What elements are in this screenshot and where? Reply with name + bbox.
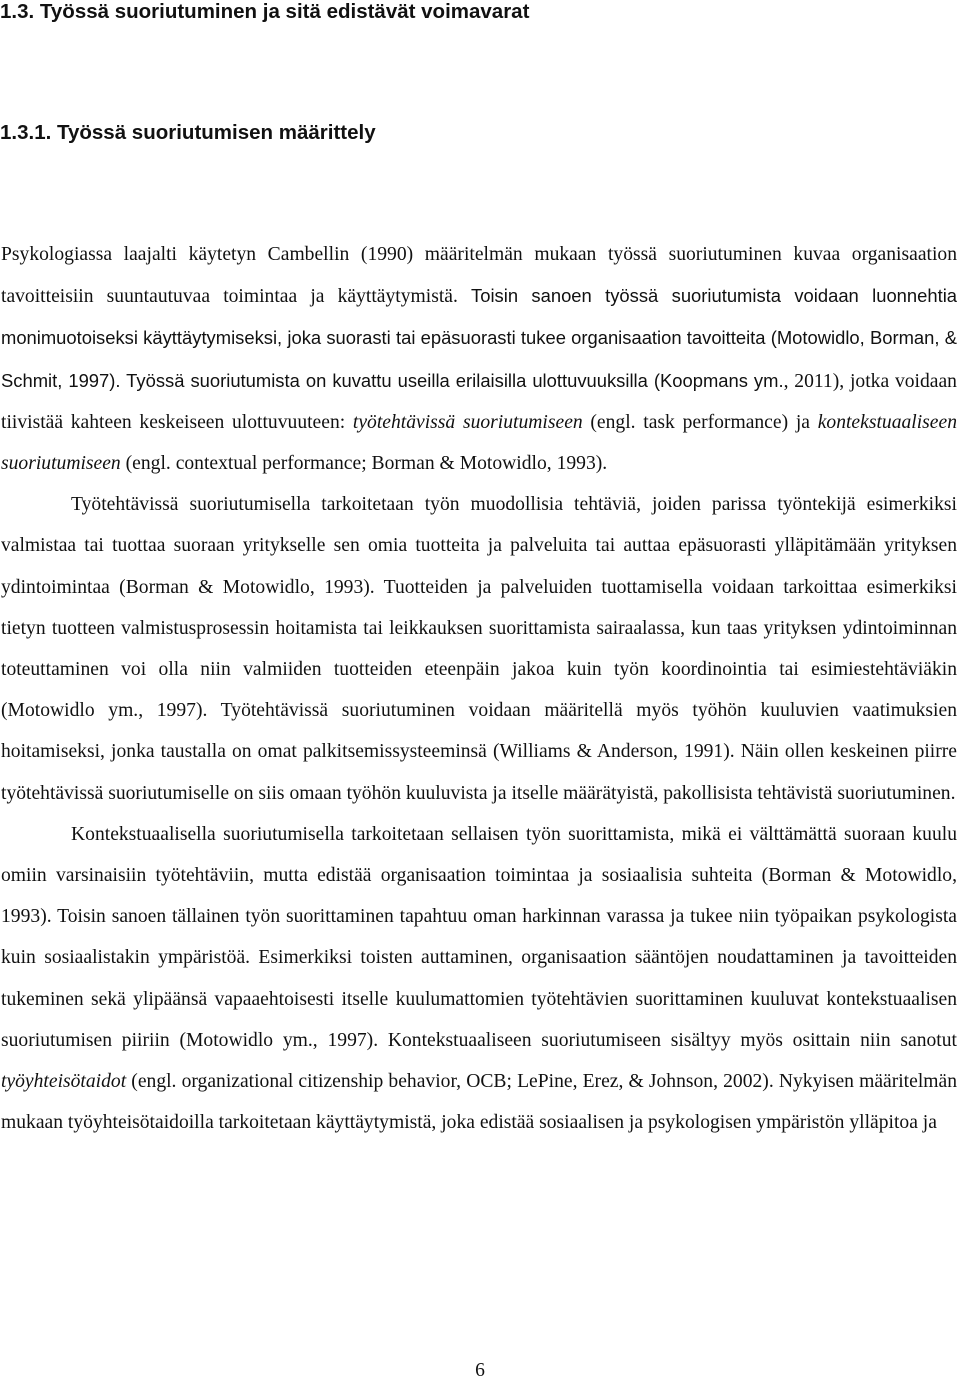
- italic-term: kontekstuaaliseen suoriutumiseen: [1, 411, 957, 475]
- italic-term: työtehtävissä suoriutumiseen: [352, 411, 583, 433]
- page-number: 6: [475, 1360, 485, 1381]
- paragraph-3: [1, 814, 957, 1144]
- section-heading: 1.3. Työssä suoriutuminen ja sitä edistävät voimavarat: [0, 0, 530, 23]
- text-run: (engl. contextual performance; Borman & Motowidlo, 1993).: [120, 453, 608, 475]
- paragraph-1: [1, 234, 957, 484]
- text-run: (engl. task performance) ja: [582, 411, 818, 433]
- text-run: (engl. organizational citizenship behavior, OCB; LePine, Erez, & Johnson, 2002). Nykyisen määritelmän mukaan työyhteisötaidoilla tarkoitetaan käyttäytymistä, joka edistää sosiaalisen ja psykologisen ympäristön ylläpitoa ja: [1, 1071, 957, 1134]
- italic-term: työyhteisötaidot: [1, 1071, 127, 1093]
- text-run: , 2011), jotka voidaan tiivistää kahteen keskeiseen ulottuvuuteen:: [1, 370, 957, 433]
- subsection-heading: 1.3.1. Työssä suoriutumisen määrittely: [0, 121, 376, 144]
- text-run: Kontekstuaalisella suoriutumisella tarkoitetaan sellaisen työn suorittamista, mikä ei välttämättä suoraan kuulu omiin varsinaisiin työtehtäviin, mutta edistää organisaation toimintaa ja sosiaalisia suhteita (Borman & Motowidlo, 1993). Toisin sanoen tällainen työn suorittaminen tapahtuu oman harkinnan varassa ja tukee niin työpaikan psykologista kuin sosiaalistakin ympäristöä. Esimerkiksi toisten auttaminen, organisaation sääntöjen noudattaminen ja tavoitteiden tukeminen sekä ylipäänsä vapaaehtoisesti itselle kuulumattomien työtehtävien suorittaminen kuuluvat kontekstuaalisen suoriutumisen piiriin (Motowidlo ym., 1997). Kontekstuaaliseen suoriutumiseen sisältyy myös osittain niin sanotut: [1, 823, 957, 1051]
- text-run: Työtehtävissä suoriutumisella tarkoitetaan työn muodollisia tehtäviä, joiden parissa työntekijä esimerkiksi valmistaa tai tuottaa suoraan yritykselle sen omia tuotteita ja palveluita tai auttaa epäsuorasti ylläpitämään yrityksen ydintoimintaa (Borman & Motowidlo, 1993). Tuotteiden ja palveluiden tuottamisella voidaan tarkoittaa esimerkiksi tietyn tuotteen valmistusprosessin hoitamista tai leikkauksen suorittamista sairaalassa, kun taas yrityksen ydintoiminnan toteuttaminen voi olla niin valmiiden tuotteiden eteenpäin jakoa kuin työn koordinointia tai esimiestehtäviäkin (Motowidlo ym., 1997). Työtehtävissä suoriutuminen voidaan määritellä myös työhön kuuluvien vaatimuksien hoitamiseksi, jonka taustalla on omat palkitsemissysteeminsä (Williams & Anderson, 1991). Näin ollen keskeinen piirre työtehtävissä suoriutumiselle on siis omaan työhön kuuluvista ja itselle määrätyistä, pakollisista tehtävistä suoriutuminen.: [1, 494, 957, 804]
- text-run: Toisin sanoen työssä suoriutumista voidaan luonnehtia monimuotoiseksi käyttäytymiseksi, joka suorasti tai epäsuorasti tukee organisaation tavoitteita (Motowidlo, Borman, & Schmit, 1997). Työssä suoriutumista on kuvattu useilla erilaisilla ulottuvuuksilla (Koopmans ym.: [1, 285, 958, 391]
- text-run: Psykologiassa laajalti käytetyn Cambellin (1990) määritelmän mukaan työssä suoriutuminen kuvaa organisaation tavoitteisiin suuntautuvaa toimintaa ja käyttäytymistä.: [1, 244, 957, 308]
- body-text: [1, 234, 957, 1143]
- paragraph-2: [1, 484, 957, 814]
